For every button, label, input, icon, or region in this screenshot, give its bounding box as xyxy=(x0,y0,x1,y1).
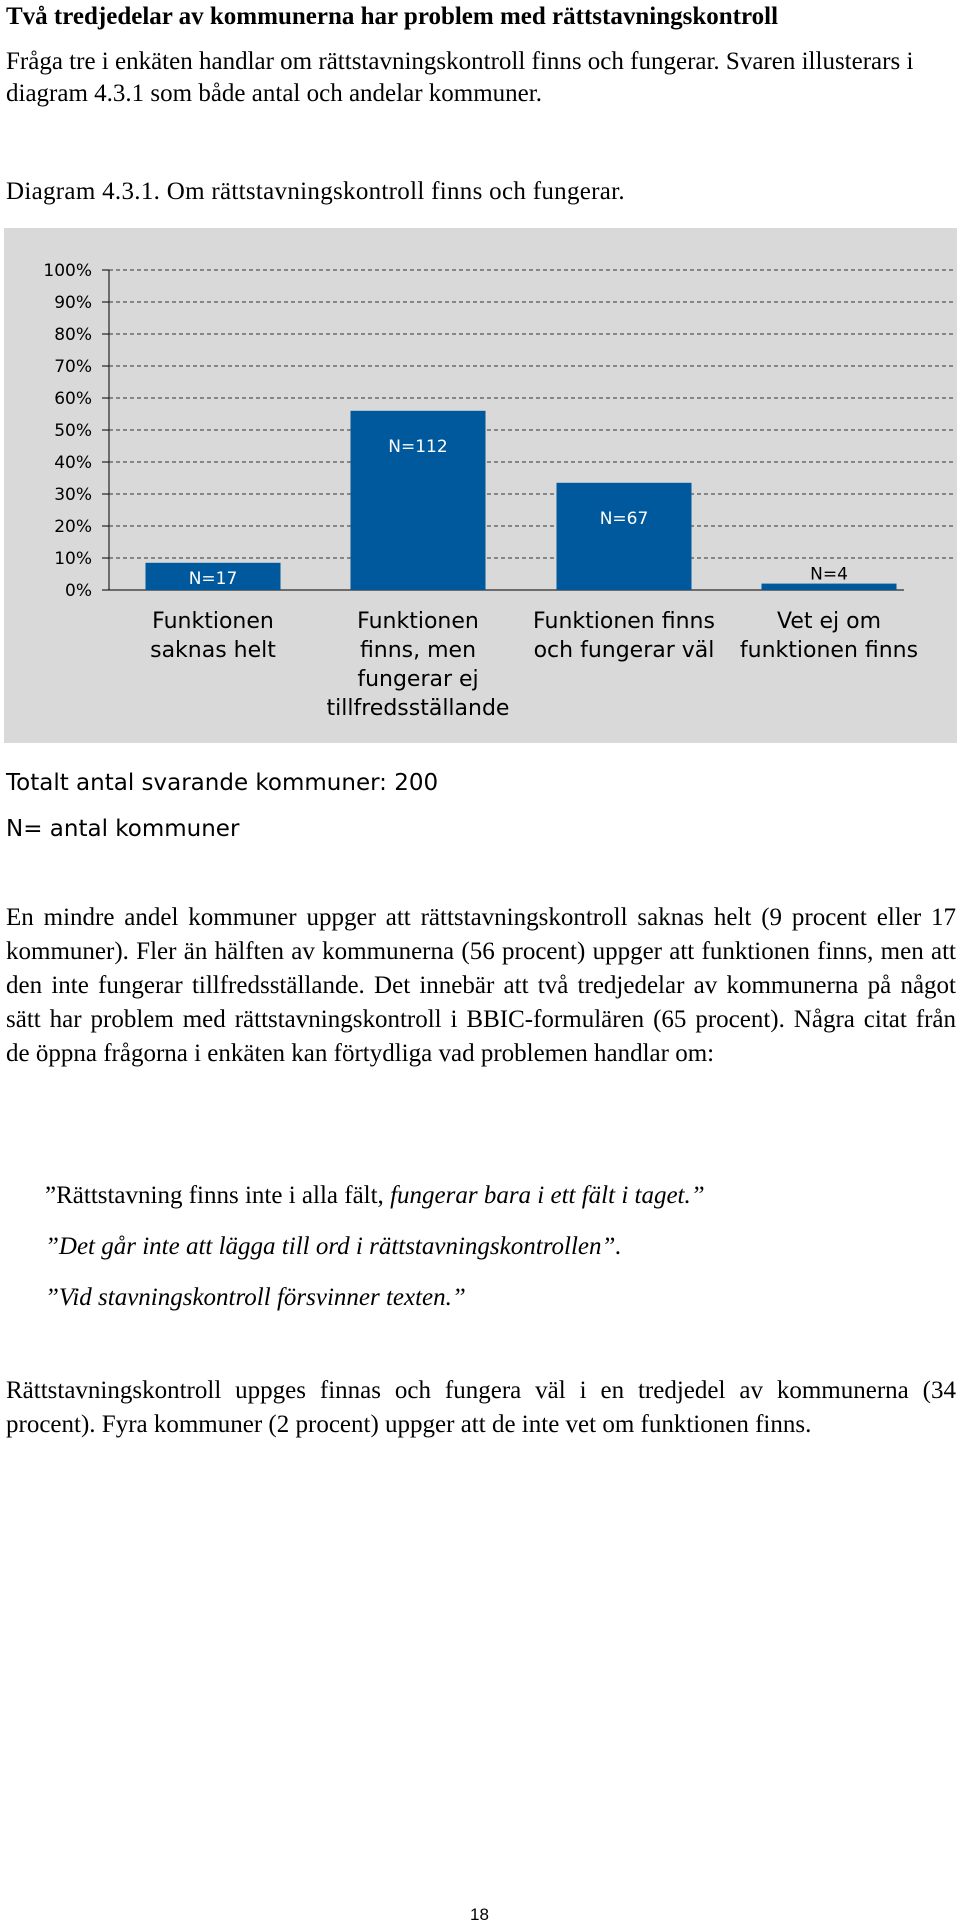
category-label: saknas helt xyxy=(150,638,276,663)
category-label: finns, men xyxy=(359,638,477,663)
bar-chart xyxy=(4,228,957,743)
n-definition-note: N= antal kommuner xyxy=(6,816,240,842)
category-label: Vet ej om xyxy=(776,609,882,634)
bar xyxy=(557,483,692,590)
category-label: funktionen finns xyxy=(739,638,919,663)
y-tick-label: 100% xyxy=(43,261,92,281)
section-heading: Två tredjedelar av kommunerna har problem med rättstavningskontroll xyxy=(6,3,779,30)
quote-list xyxy=(45,1170,705,1323)
bar-data-label: N=17 xyxy=(188,568,238,589)
y-tick-label: 60% xyxy=(54,389,92,409)
bar-chart-svg xyxy=(4,228,957,743)
quote-3 xyxy=(45,1272,705,1323)
y-tick-label: 0% xyxy=(65,581,92,601)
quote-2-text: ”Det går inte att lägga till ord i rättstavningskontrollen”. xyxy=(45,1233,622,1260)
chart-notes xyxy=(6,760,438,852)
category-label: Funktionen xyxy=(152,609,274,634)
intro-paragraph: Fråga tre i enkäten handlar om rättstavningskontroll finns och fungerar. Svaren illusterars i diagram 4.3.1 som både antal och andelar kommuner. xyxy=(6,48,914,107)
category-label: fungerar ej xyxy=(357,667,479,692)
y-tick-label: 40% xyxy=(54,453,92,473)
category-label: och fungerar väl xyxy=(533,638,715,663)
quote-1 xyxy=(45,1170,705,1221)
y-tick-label: 20% xyxy=(54,517,92,537)
y-tick-label: 80% xyxy=(54,325,92,345)
y-tick-label: 70% xyxy=(54,357,92,377)
quote-2 xyxy=(45,1221,705,1272)
diagram-caption: Diagram 4.3.1. Om rättstavningskontroll finns och fungerar. xyxy=(6,178,625,205)
y-tick-label: 10% xyxy=(54,549,92,569)
total-respondents-note: Totalt antal svarande kommuner: 200 xyxy=(6,770,439,796)
quote-3-text: ”Vid stavningskontroll försvinner texten.” xyxy=(45,1284,466,1311)
category-label: tillfredsställande xyxy=(326,696,510,721)
y-tick-label: 50% xyxy=(54,421,92,441)
quote-1-plain: ”Rättstavning finns inte i alla fält, xyxy=(45,1182,384,1209)
category-label: Funktionen xyxy=(357,609,479,634)
y-tick-label: 30% xyxy=(54,485,92,505)
y-tick-label: 90% xyxy=(54,293,92,313)
bar-data-label: N=112 xyxy=(388,436,448,457)
body-paragraph-2: Rättstavningskontroll uppges finnas och fungera väl i en tredjedel av kommunerna (34 procent). Fyra kommuner (2 procent) uppger att de inte vet om funktionen finns. xyxy=(6,1377,956,1438)
quote-1-italic: fungerar bara i ett fält i taget.” xyxy=(390,1182,705,1209)
page-number: 18 xyxy=(470,1905,489,1924)
bar-data-label: N=67 xyxy=(599,508,649,529)
body-paragraph-1: En mindre andel kommuner uppger att rättstavningskontroll saknas helt (9 procent eller 17 kommuner). Fler än hälften av kommunerna (56 procent) uppger att funktionen finns, men att den inte fungerar tillfredsställande. Det innebär att två tredjedelar av kommunerna på något sätt har problem med rättstavningskontroll i BBIC-formulären (65 procent). Några citat från de öppna frågorna i enkäten kan förtydliga vad problemen handlar om: xyxy=(6,904,956,1067)
bar-data-label: N=4 xyxy=(810,564,848,585)
category-label: Funktionen finns xyxy=(533,609,715,634)
